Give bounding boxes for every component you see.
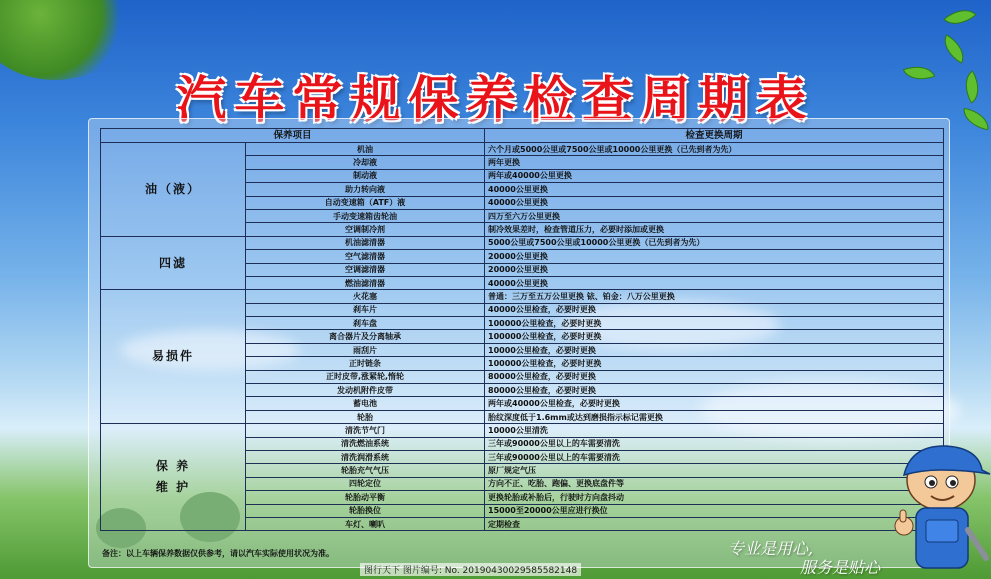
period-cell: 10000公里检查，必要时更换 — [485, 343, 944, 356]
item-cell: 轮胎 — [246, 410, 485, 423]
slogan-text: 服务是贴心 — [800, 558, 881, 577]
item-cell: 车灯、喇叭 — [246, 517, 485, 530]
slogan-text: 专业是用心, — [728, 539, 814, 558]
item-cell: 轮胎动平衡 — [246, 491, 485, 504]
period-cell: 40000公里更换 — [485, 276, 944, 289]
item-cell: 清洗润滑系统 — [246, 450, 485, 463]
footnote: 备注：以上车辆保养数据仅供参考，请以汽车实际使用状况为准。 — [102, 549, 334, 558]
item-cell: 空调滤清器 — [246, 263, 485, 276]
period-cell: 方向不正、吃胎、跑偏、更换底盘件等 — [485, 477, 944, 490]
period-cell: 三年或90000公里以上的车需要清洗 — [485, 437, 944, 450]
period-cell: 80000公里检查，必要时更换 — [485, 370, 944, 383]
leaf-icon — [943, 1, 976, 33]
item-cell: 清洗节气门 — [246, 424, 485, 437]
period-cell: 六个月或5000公里或7500公里或10000公里更换（已先到者为先） — [485, 143, 944, 156]
period-cell: 100000公里检查，必要时更换 — [485, 330, 944, 343]
category-line: 维 护 — [155, 480, 191, 495]
item-cell: 发动机附件皮带 — [246, 384, 485, 397]
item-cell: 空气滤清器 — [246, 250, 485, 263]
period-cell: 20000公里更换 — [485, 263, 944, 276]
item-cell: 正时皮带,涨紧轮,惰轮 — [246, 370, 485, 383]
item-cell: 手动变速箱齿轮油 — [246, 209, 485, 222]
table-header-row — [101, 129, 944, 143]
watermark-text: 图行天下 图片编号: No. 20190430029585582148 — [360, 563, 581, 576]
item-cell: 雨刮片 — [246, 343, 485, 356]
item-cell: 清洗燃油系统 — [246, 437, 485, 450]
page-title: 汽车常规保养检查周期表 — [176, 70, 815, 129]
item-cell: 轮胎充气气压 — [246, 464, 485, 477]
period-cell: 40000公里更换 — [485, 196, 944, 209]
item-cell: 机油滤清器 — [246, 236, 485, 249]
period-cell: 两年或40000公里更换 — [485, 169, 944, 182]
period-cell: 40000公里更换 — [485, 183, 944, 196]
item-cell: 正时链条 — [246, 357, 485, 370]
item-cell: 离合器片及分离轴承 — [246, 330, 485, 343]
table-row — [101, 424, 944, 437]
period-cell: 15000至20000公里应进行换位 — [485, 504, 944, 517]
item-cell: 四轮定位 — [246, 477, 485, 490]
period-cell: 5000公里或7500公里或10000公里更换（已先到者为先） — [485, 236, 944, 249]
header-period: 检查更换周期 — [485, 129, 944, 143]
category-cell: 四滤 — [101, 236, 246, 290]
item-cell: 刹车盘 — [246, 317, 485, 330]
period-cell: 100000公里检查，必要时更换 — [485, 317, 944, 330]
category-cell: 油（液） — [101, 143, 246, 237]
table-row — [101, 143, 944, 156]
period-cell: 普通：三万至五万公里更换 铱、铂金：八万公里更换 — [485, 290, 944, 303]
period-cell: 两年或40000公里检查，必要时更换 — [485, 397, 944, 410]
item-cell: 火花塞 — [246, 290, 485, 303]
table-row — [101, 290, 944, 303]
item-cell: 燃油滤清器 — [246, 276, 485, 289]
item-cell: 自动变速箱（ATF）液 — [246, 196, 485, 209]
table-row — [101, 236, 944, 249]
period-cell: 定期检查 — [485, 517, 944, 530]
category-cell: 易损件 — [101, 290, 246, 424]
item-cell: 制动液 — [246, 169, 485, 182]
period-cell: 制冷效果差时，检查管道压力，必要时添加或更换 — [485, 223, 944, 236]
period-cell: 原厂规定气压 — [485, 464, 944, 477]
item-cell: 刹车片 — [246, 303, 485, 316]
period-cell: 两年更换 — [485, 156, 944, 169]
period-cell: 四万至六万公里更换 — [485, 209, 944, 222]
period-cell: 80000公里检查，必要时更换 — [485, 384, 944, 397]
period-cell: 三年或90000公里以上的车需要清洗 — [485, 450, 944, 463]
maintenance-table — [100, 128, 944, 531]
header-item: 保养项目 — [101, 129, 485, 143]
period-cell: 更换轮胎或补胎后，行驶时方向盘抖动 — [485, 491, 944, 504]
category-cell — [101, 424, 246, 531]
period-cell: 10000公里清洗 — [485, 424, 944, 437]
period-cell: 100000公里检查，必要时更换 — [485, 357, 944, 370]
category-line: 保 养 — [155, 459, 191, 474]
item-cell: 机油 — [246, 143, 485, 156]
item-cell: 空调制冷剂 — [246, 223, 485, 236]
item-cell: 冷却液 — [246, 156, 485, 169]
item-cell: 轮胎换位 — [246, 504, 485, 517]
mechanic-mascot-icon — [886, 440, 991, 579]
period-cell: 40000公里检查，必要时更换 — [485, 303, 944, 316]
period-cell: 20000公里更换 — [485, 250, 944, 263]
period-cell: 胎纹深度低于1.6mm或达到磨损指示标记需更换 — [485, 410, 944, 423]
item-cell: 助力转向液 — [246, 183, 485, 196]
item-cell: 蓄电池 — [246, 397, 485, 410]
